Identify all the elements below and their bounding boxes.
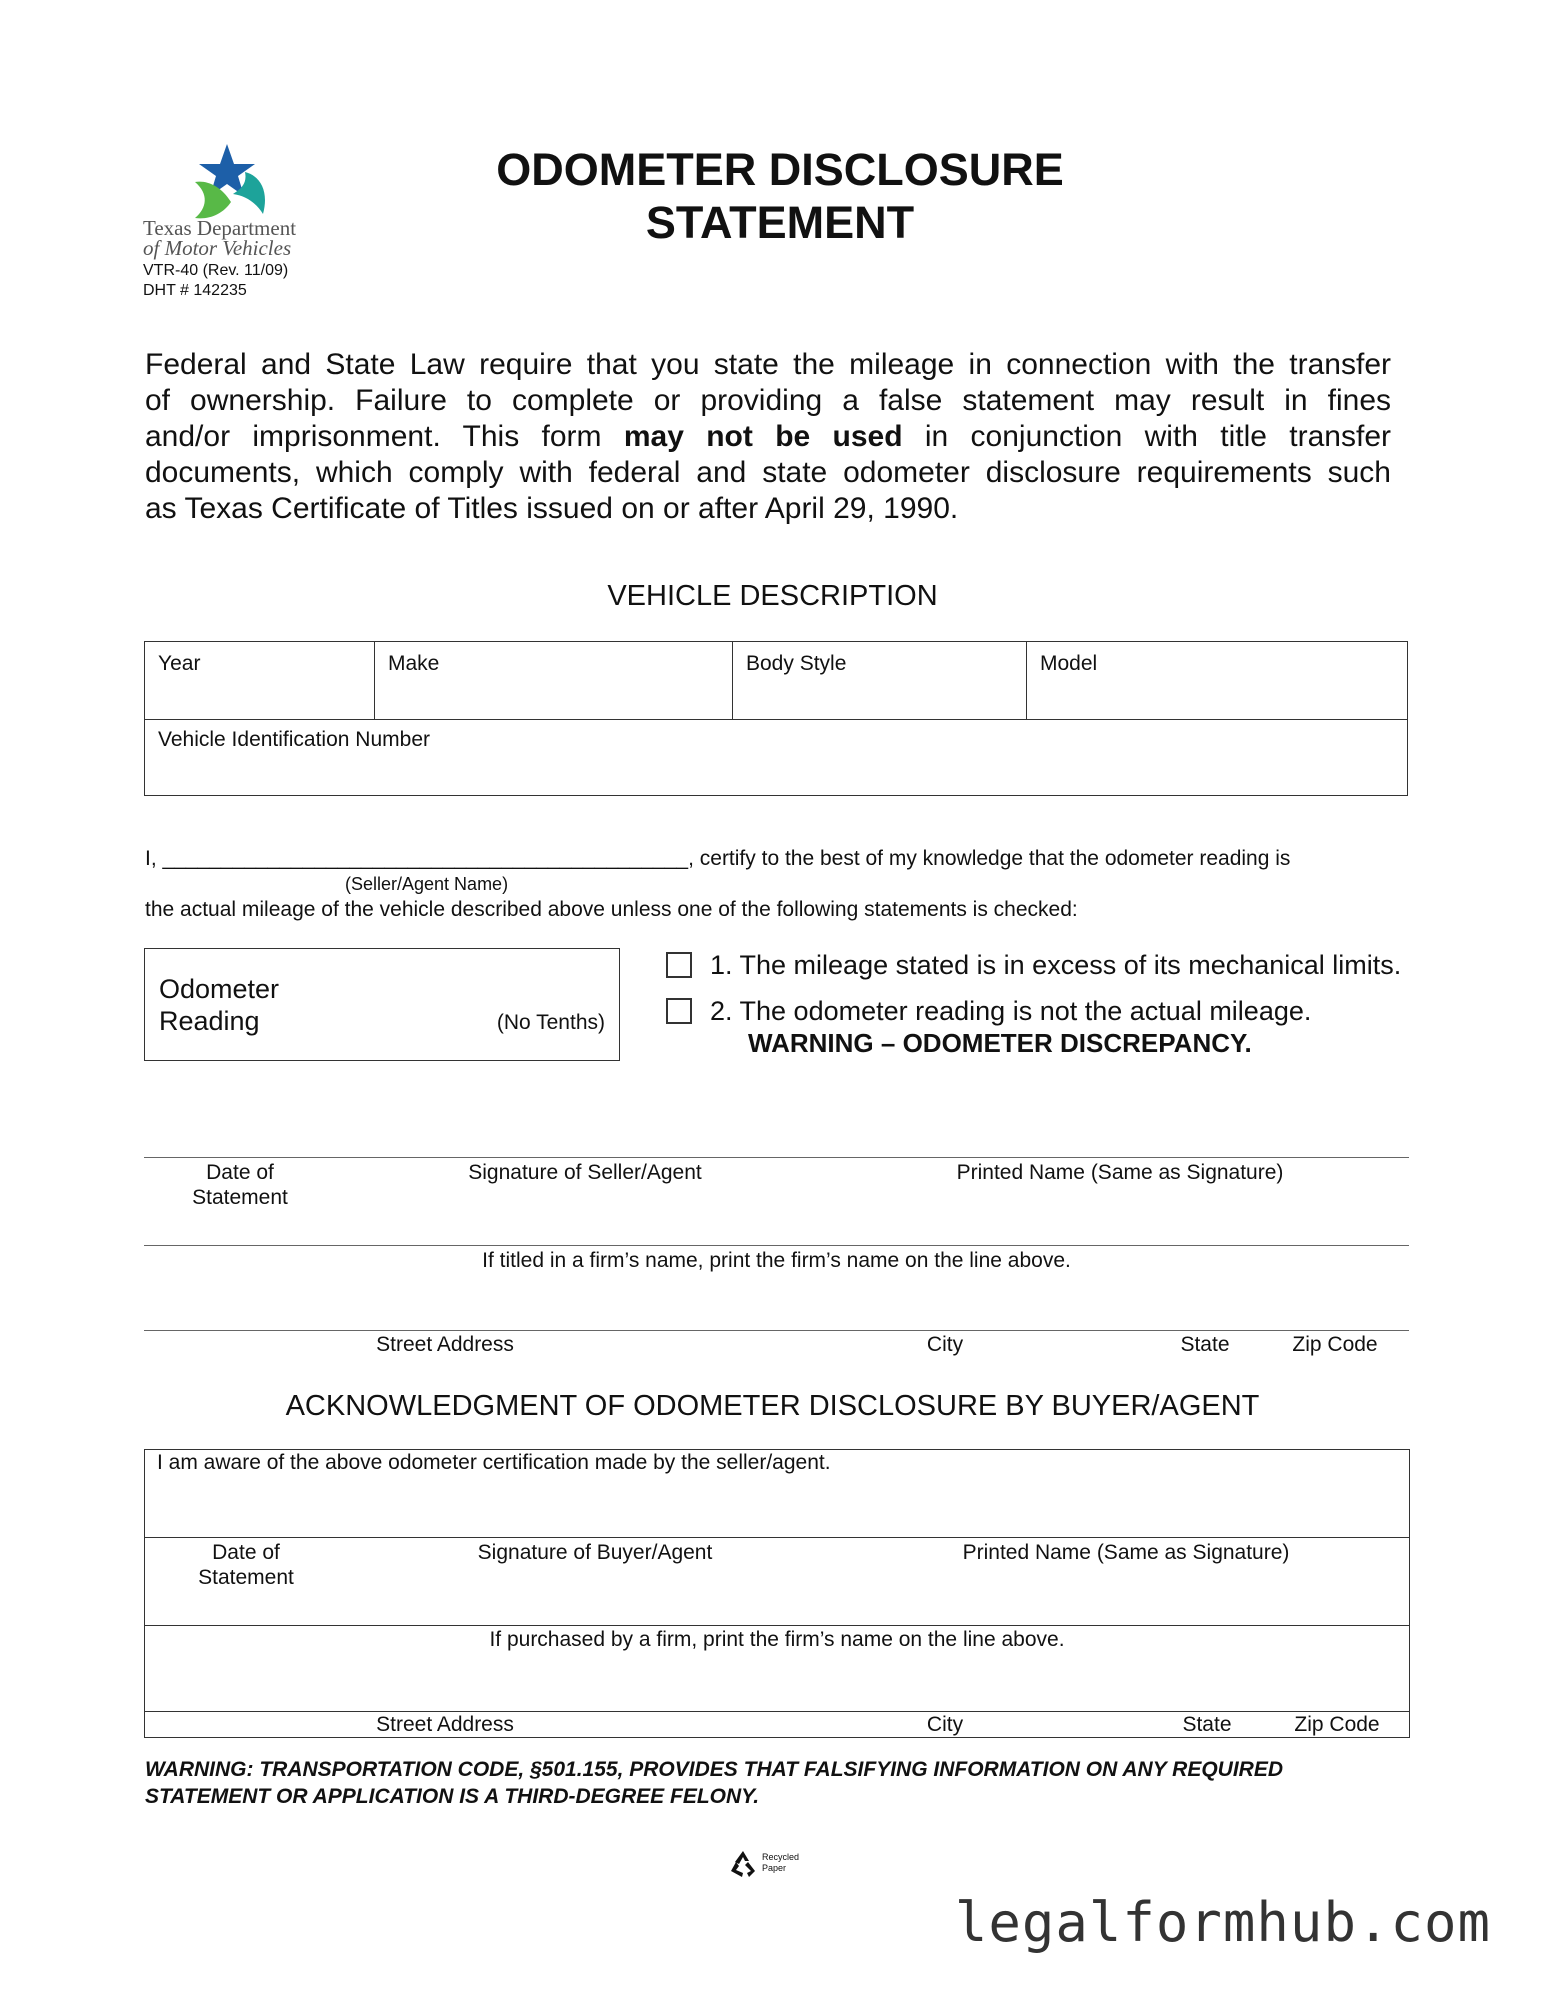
intro-line: Federal and State Law require that you state the mileage in connection with the transfer [145,348,1391,381]
seller-firm-line[interactable] [144,1245,1409,1246]
buyer-printed-name-label: Printed Name (Same as Signature) [962,1541,1290,1564]
vehicle-table [144,641,1408,796]
intro-line: documents, which comply with federal and state odometer disclosure requirements such [145,456,1391,489]
form-number: VTR-40 (Rev. 11/09) [143,262,289,279]
intro-line [145,419,1391,455]
intro-emphasis: may not be used [623,420,903,453]
buyer-date-label [156,1540,336,1590]
intro-line: of ownership. Failure to complete or providing a false statement may result in fines [145,384,1391,417]
certification-line2: the actual mileage of the vehicle described above unless one of the following statements is checked: [145,898,1078,921]
seller-city-label: City [926,1333,964,1356]
buyer-zip-label: Zip Code [1294,1713,1380,1736]
seller-address-line[interactable] [144,1330,1409,1331]
intro-line: as Texas Certificate of Titles issued on or after April 29, 1990. [145,492,959,525]
recycled-badge [728,1849,828,1879]
not-actual-mileage-label: 2. The odometer reading is not the actual mileage. [710,996,1312,1026]
buyer-aware-statement: I am aware of the above odometer certification made by the seller/agent. [157,1451,831,1474]
seller-state-label: State [1180,1333,1230,1356]
mechanical-limits-checkbox[interactable] [666,952,692,978]
buyer-street-label: Street Address [376,1713,514,1736]
seller-zip-label: Zip Code [1292,1333,1378,1356]
statement: Statement [192,1186,288,1209]
body-style-field[interactable]: Body Style [746,652,847,675]
vehicle-heading: VEHICLE DESCRIPTION [607,580,938,612]
seller-signature-label: Signature of Seller/Agent [468,1161,702,1184]
date-of: Date of [212,1541,280,1564]
certification-line [145,847,1290,871]
date-of: Date of [206,1161,274,1184]
watermark: legalformhub.com [954,1891,1491,1954]
recycled-label-line2: Paper [762,1863,787,1873]
page-title-line1: ODOMETER DISCLOSURE [496,144,1064,195]
recycle-icon [728,1849,758,1879]
seller-date-label [150,1160,330,1210]
seller-street-label: Street Address [376,1333,514,1356]
agency-name-line2: of Motor Vehicles [143,236,292,260]
seller-name-input[interactable]: _____________________________________________ [162,847,689,870]
buyer-heading: ACKNOWLEDGMENT OF ODOMETER DISCLOSURE BY BUYER/AGENT [285,1390,1260,1422]
odometer-label-line2: Reading [159,1006,260,1036]
seller-firm-note: If titled in a firm’s name, print the firm’s name on the line above. [482,1249,1071,1272]
not-actual-mileage-checkbox[interactable] [666,998,692,1024]
make-field[interactable]: Make [388,652,440,675]
vin-field[interactable]: Vehicle Identification Number [158,728,430,751]
star-logo-icon [187,142,277,224]
statement: Statement [198,1566,294,1589]
dht-number: DHT # 142235 [143,282,247,299]
cert-suffix: , certify to the best of my knowledge that the odometer reading is [688,847,1291,870]
seller-name-caption: (Seller/Agent Name) [345,874,509,894]
odometer-reading-box[interactable] [144,948,620,1061]
buyer-city-label: City [926,1713,964,1736]
buyer-firm-note: If purchased by a firm, print the firm’s name on the line above. [489,1628,1065,1651]
odometer-label-line1: Odometer [159,974,280,1004]
felony-warning-line2: STATEMENT OR APPLICATION IS A THIRD-DEGREE FELONY. [145,1785,760,1808]
cert-prefix: I, [145,847,163,870]
felony-warning-line1: WARNING: TRANSPORTATION CODE, §501.155, PROVIDES THAT FALSIFYING INFORMATION ON ANY REQUIRED [145,1758,1283,1781]
seller-signature-line[interactable] [144,1157,1409,1158]
intro-text: and/or imprisonment. This form [145,420,602,453]
felony-warning [145,1756,1283,1810]
odometer-discrepancy-warning: WARNING – ODOMETER DISCREPANCY. [748,1028,1252,1058]
intro-text: in conjunction with title transfer [924,420,1392,453]
buyer-state-label: State [1182,1713,1232,1736]
agency-name-line1: Texas Department [143,216,297,240]
recycled-label-line1: Recycled [762,1852,800,1862]
mechanical-limits-label: 1. The mileage stated is in excess of its mechanical limits. [710,950,1402,980]
year-field[interactable]: Year [158,652,201,675]
page-title-line2: STATEMENT [645,197,915,248]
buyer-table [144,1449,1410,1738]
seller-printed-name-label: Printed Name (Same as Signature) [956,1161,1284,1184]
no-tenths-note: (No Tenths) [496,1011,605,1034]
intro-paragraph [145,347,1391,527]
model-field[interactable]: Model [1040,652,1098,675]
buyer-signature-label: Signature of Buyer/Agent [477,1541,713,1564]
